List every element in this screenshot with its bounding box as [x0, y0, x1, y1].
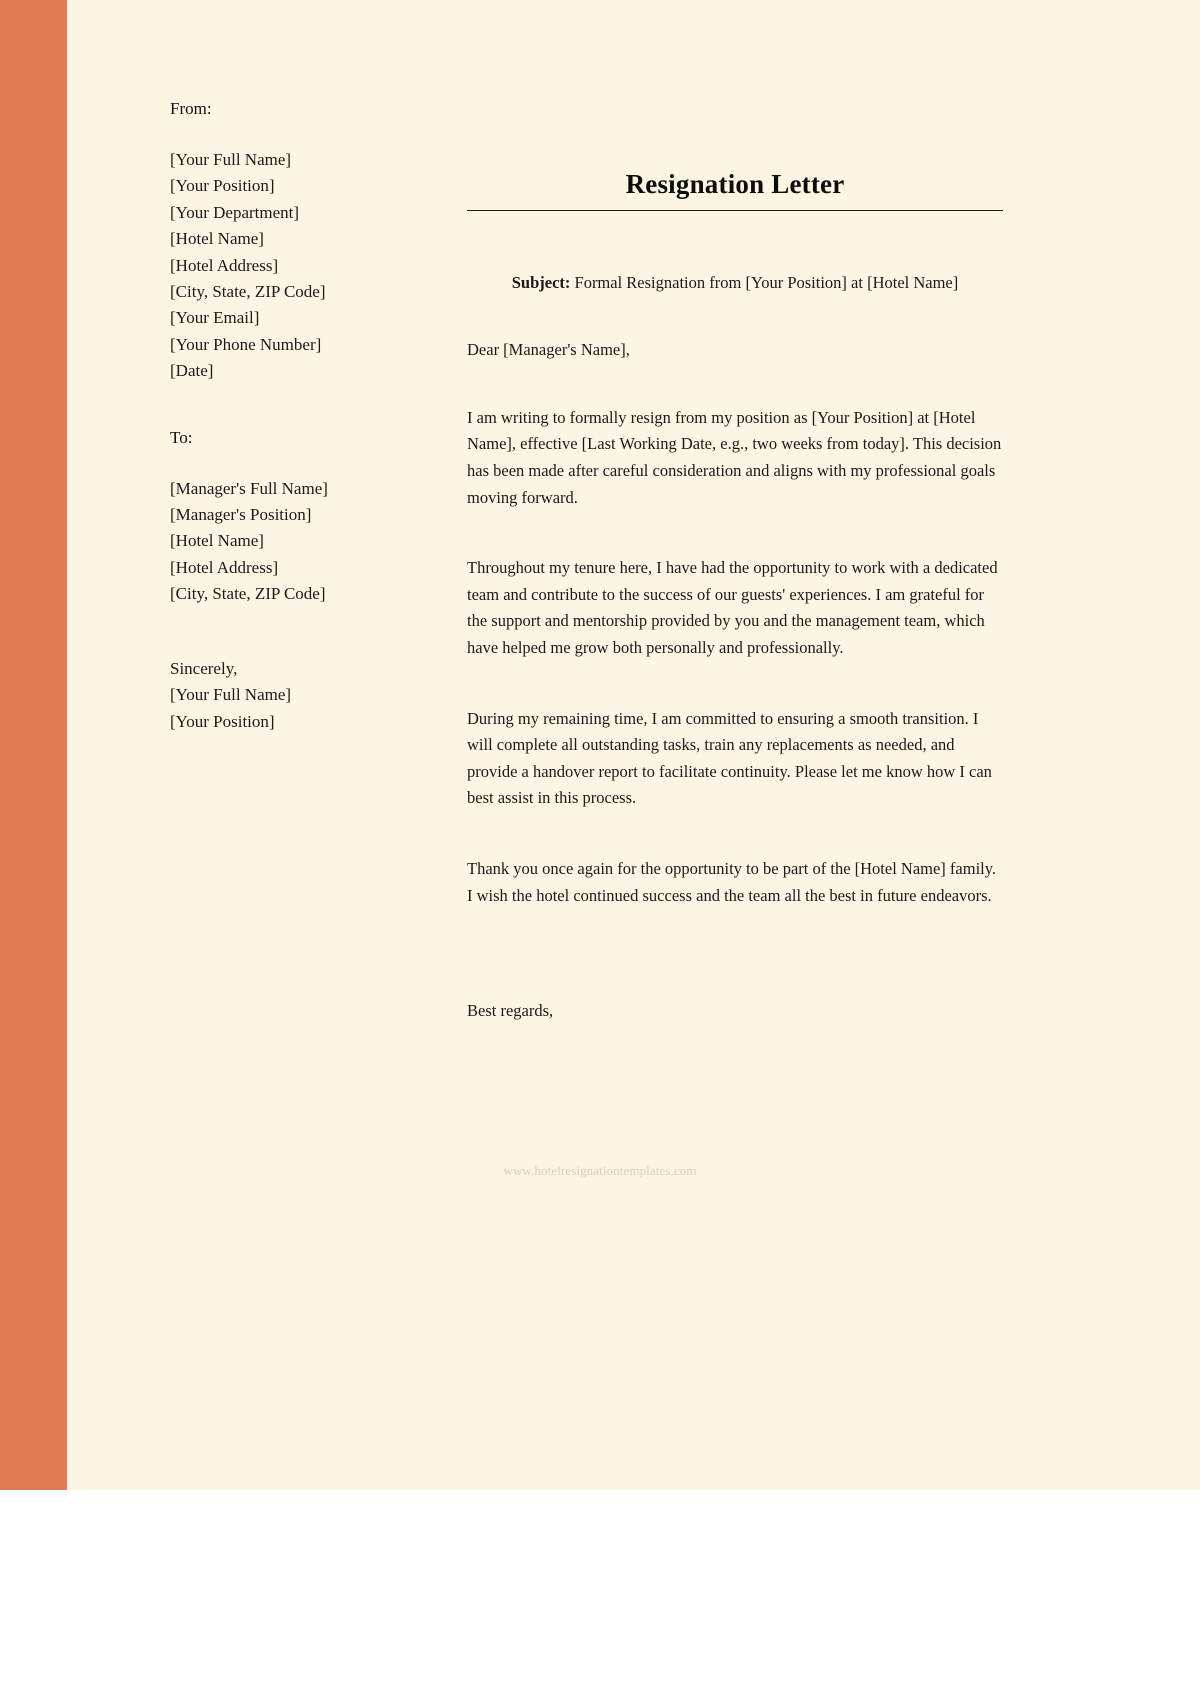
body-paragraph: I am writing to formally resign from my position as [Your Position] at [Hotel Name], effective [Last Working Date, e.g., two weeks from today]. This decision has been made after careful consideration and aligns with my professional goals moving forward.: [467, 407, 1002, 507]
address-column: [170, 100, 435, 735]
subject-line: [467, 271, 1003, 294]
signature-list: [170, 656, 435, 735]
body-paragraph: Thank you once again for the opportunity to be part of the [Hotel Name] family. I wish the hotel continued success and the team all the best in future endeavors.: [467, 859, 997, 905]
from-heading: From:: [170, 99, 212, 118]
spacer: [170, 385, 435, 429]
subject-text: Formal Resignation from [Your Position] at [Hotel Name]: [570, 272, 959, 292]
page-outside-area: [0, 1490, 1200, 1697]
signature-line: [Your Position]: [170, 711, 275, 731]
watermark-url: www.hotelresignationtemplates.com: [503, 1163, 697, 1178]
from-address-list: [170, 147, 435, 385]
signature-line: [Your Full Name]: [170, 685, 292, 705]
to-line: [Hotel Address]: [170, 557, 279, 577]
from-line: [Hotel Address]: [170, 255, 279, 275]
from-line: [Date]: [170, 361, 214, 381]
body-paragraph: Throughout my tenure here, I have had the opportunity to work with a dedicated team and contribute to the success of our guests' experiences. I am grateful for the support and mentorship provided by you and the management team, which have helped me grow both personally and professionally.: [467, 558, 998, 658]
subject-label: Subject:: [511, 272, 571, 292]
to-address-list: [170, 476, 435, 608]
signature-block: [170, 656, 435, 735]
from-line: [Your Department]: [170, 202, 300, 222]
salutation: Dear [Manager's Name],: [467, 339, 630, 359]
closing-salutation: Best regards,: [467, 1001, 554, 1021]
title-divider: [467, 210, 1003, 211]
from-line: [Your Position]: [170, 176, 275, 196]
to-line: [Manager's Full Name]: [170, 478, 328, 498]
from-line: [City, State, ZIP Code]: [170, 282, 326, 302]
to-line: [Manager's Position]: [170, 505, 312, 525]
to-line: [Hotel Name]: [170, 531, 264, 551]
from-block: [170, 100, 435, 385]
to-heading: To:: [170, 427, 193, 447]
signature-line: Sincerely,: [170, 658, 238, 678]
from-line: [Your Phone Number]: [170, 334, 322, 354]
body-paragraph: During my remaining time, I am committed to ensuring a smooth transition. I will complete all outstanding tasks, train any replacements as needed, and provide a handover report to facilitate continuity. Please let me know how I can best assist in this process.: [467, 708, 992, 808]
to-line: [City, State, ZIP Code]: [170, 584, 326, 604]
from-line: [Your Full Name]: [170, 150, 292, 169]
letter-body-column: [467, 100, 1003, 1022]
accent-sidebar-bar: [0, 0, 67, 1490]
spacer: [170, 608, 435, 656]
to-block: [170, 429, 435, 608]
from-line: [Hotel Name]: [170, 229, 264, 249]
from-line: [Your Email]: [170, 308, 260, 328]
page-title: Resignation Letter: [625, 169, 845, 199]
